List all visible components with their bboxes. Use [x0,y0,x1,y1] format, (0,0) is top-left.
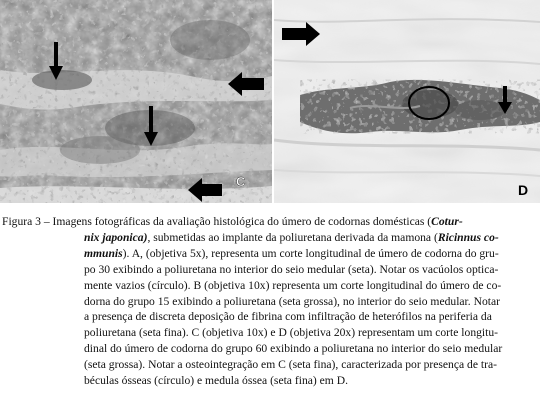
caption-line [2,373,538,389]
caption-line [2,309,538,325]
caption-text: , submetidas ao implante da poliuretana derivada da mamona ( [147,230,438,244]
caption-line [2,230,538,246]
caption-text: ). A, (objetiva 5x), representa um corte longitudinal de úmero de codorna do gru- [122,246,499,260]
histology-figure [0,0,540,203]
caption-text: béculas ósseas (círculo) e medula óssea (seta fina) em D. [84,374,348,388]
caption-line [2,325,538,341]
caption-line [2,246,538,262]
caption-text: dinal do úmero de codorna do grupo 60 exibindo a poliuretana no interior do seio medular [84,342,503,356]
caption-text: dorna do grupo 15 exibindo a poliuretana (seta grossa), no interior do seio medular. Notar [84,294,500,308]
caption-line [2,341,538,357]
figure-caption [2,214,538,389]
caption-text: mente vazios (círculo). B (objetiva 10x) representa um corte longitudinal do úmero de co- [84,278,502,292]
caption-text: a presença de discreta deposição de fibrina com infiltração de heterófilos na periferia da [84,310,492,324]
caption-line [2,278,538,294]
species-name: Cotur- [431,215,463,228]
caption-text: Figura 3 – Imagens fotográficas da avaliação histológica do úmero de codornas domésticas ( [2,215,432,228]
caption-line [2,294,538,310]
panel-label-d: D [518,182,529,198]
species-name: Ricinnus co- [437,230,499,244]
panel-label-c: C [236,174,246,189]
species-name: nix japonica) [84,230,148,244]
caption-line [2,357,538,373]
caption-line [2,262,538,278]
caption-text: (seta grossa). Notar a osteointegração em C (seta fina), caracterizada por presença de tra- [84,358,497,372]
caption-line [2,214,538,230]
caption-text: po 30 exibindo a poliuretana no interior do seio medular (seta). Notar os vacúolos optica- [84,262,499,276]
species-name: mmunis [84,246,123,260]
caption-text: poliuretana (seta fina). C (objetiva 10x) e D (objetiva 20x) representam um corte longitu- [84,326,499,340]
panel-a-c-micrograph [0,0,272,203]
